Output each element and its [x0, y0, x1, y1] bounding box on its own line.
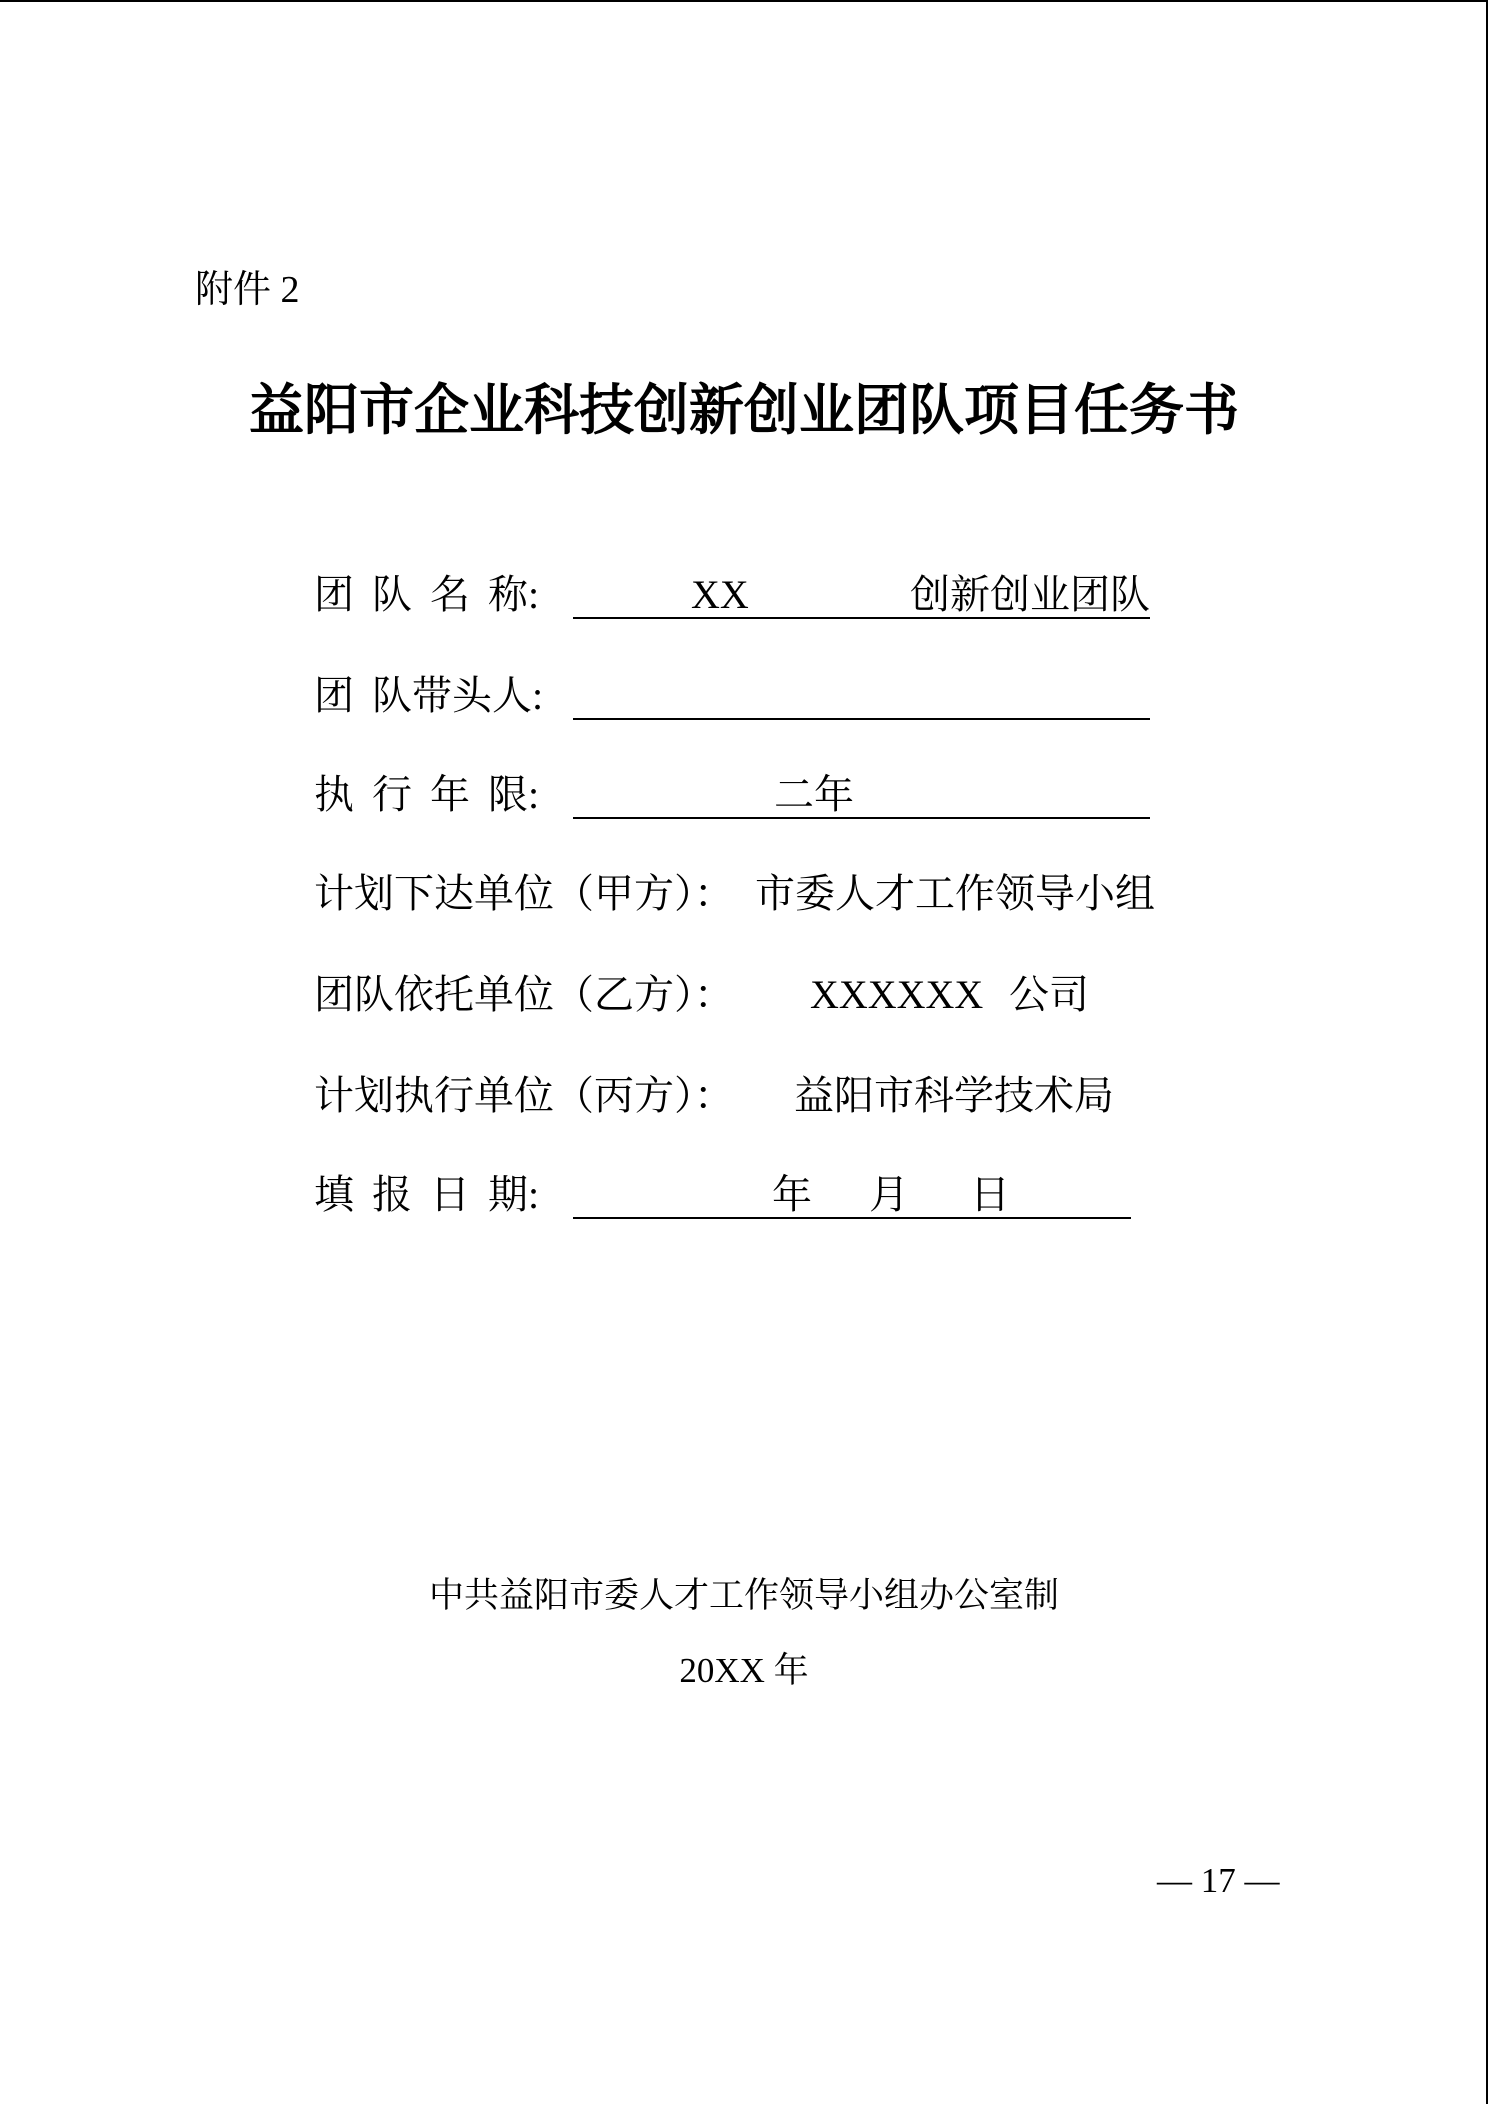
- fill-date-day: 日: [970, 1172, 1010, 1217]
- party-b-company-suffix: 公司: [1009, 972, 1089, 1017]
- issue-year: 20XX 年: [679, 1651, 809, 1690]
- team-name-label: 团 队 名 称:: [314, 572, 540, 617]
- fill-date-year: 年: [772, 1172, 812, 1217]
- team-leader-row: [314, 674, 1214, 718]
- team-name-prefix: XX: [691, 572, 749, 617]
- fill-date-month: 月: [869, 1172, 909, 1217]
- document-title: 益阳市企业科技创新创业团队项目任务书: [248, 380, 1239, 441]
- party-c-value: 益阳市科学技术局: [794, 1073, 1114, 1118]
- party-a-label: 计划下达单位（甲方）：: [314, 871, 734, 916]
- party-c-label: 计划执行单位（丙方）：: [314, 1073, 734, 1118]
- team-leader-label: 团 队带头人:: [314, 673, 544, 718]
- party-b-row: [314, 973, 1214, 1017]
- issuer-line: 中共益阳市委人才工作领导小组办公室制: [428, 1576, 1059, 1615]
- party-a-value: 市委人才工作领导小组: [755, 871, 1155, 916]
- duration-value: 二年: [774, 772, 854, 817]
- duration-row: [314, 773, 1214, 817]
- party-c-row: [314, 1074, 1214, 1118]
- fill-date-field: [573, 1173, 1131, 1219]
- team-name-row: [314, 573, 1214, 617]
- page-number: — 17 —: [1157, 1861, 1280, 1900]
- attachment-label: 附件 2: [195, 269, 300, 311]
- party-b-label: 团队依托单位（乙方）：: [314, 972, 734, 1017]
- fill-date-label: 填 报 日 期:: [314, 1172, 540, 1217]
- duration-label: 执 行 年 限:: [314, 772, 540, 817]
- fill-date-row: [314, 1173, 1214, 1217]
- team-leader-field: [573, 674, 1150, 720]
- team-name-suffix: 创新创业团队: [910, 572, 1150, 617]
- duration-field: [573, 773, 1150, 819]
- team-name-field: [573, 573, 1150, 619]
- party-a-row: [314, 872, 1214, 916]
- party-b-company-name: XXXXXX: [810, 972, 984, 1017]
